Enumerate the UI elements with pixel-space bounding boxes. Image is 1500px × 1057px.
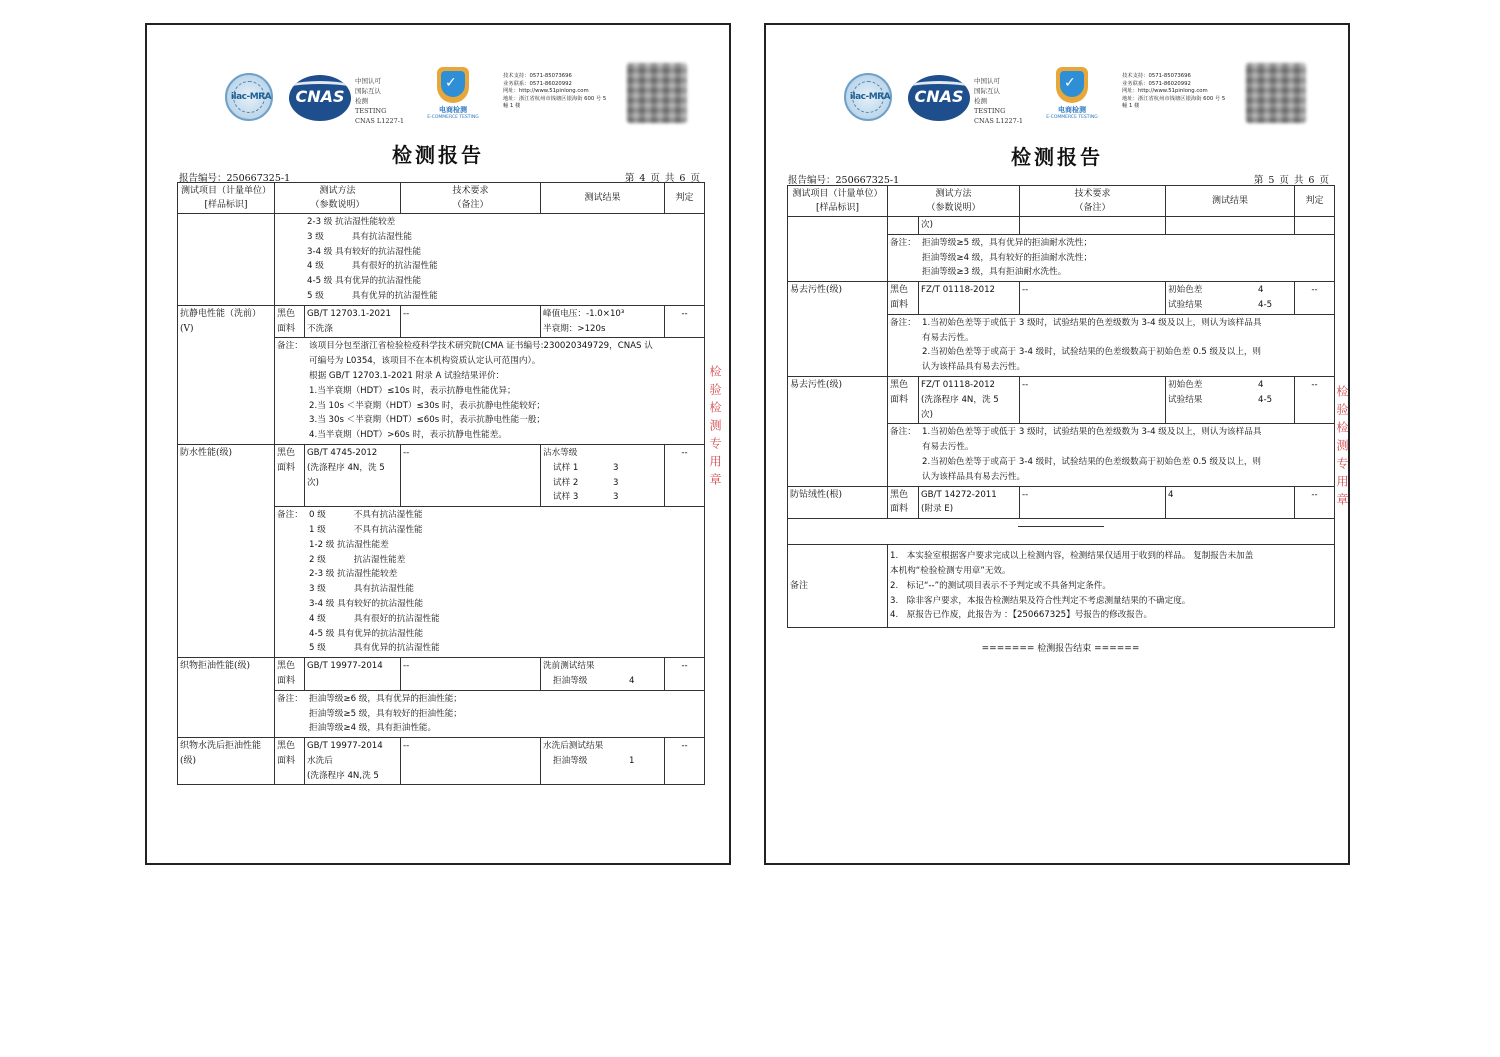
- table-row: 备注： 该项目分包至浙江省检验检疫科学技术研究院(CMA 证书编号:230020349729，CNAS 认 可编号为 L0354，该项目不在本机构资质认定认可范围内）。 根据 GB/T 12703.1-2021 附录 A 试验结果评价： 1.当半衰期（HDT）≤10s 时，表示抗静电性能优异； 2.当 10s ＜半衰期（HDT）≤30s 时，表示抗静电性能较好； 3.当 30s ＜半衰期（HDT）≤60s 时，表示抗静电性能一般； 4.当半衰期（HDT）>60s 时，表示抗静电性能差。: [178, 338, 705, 445]
- page-number: 第 4 页 共 6 页: [624, 173, 701, 184]
- table-row: [788, 519, 1335, 545]
- table-row: 抗静电性能（洗前）(V) 黑色面料 GB/T 12703.1-2021 不洗涤 -- 峰值电压：-1.0×10³ 半衰期：>120s --: [178, 305, 705, 338]
- test-item-stain-release: 易去污性(级): [788, 282, 888, 377]
- col-header-item: 测试项目（计量单位） [样品标识]: [788, 186, 888, 217]
- cnas-logo-icon: CNAS: [289, 75, 351, 121]
- table-row: 次): [788, 217, 1335, 235]
- test-item-waterproof: 防水性能(级): [178, 444, 275, 657]
- table-header-row: [788, 186, 1335, 217]
- remarks-label: 备注: [788, 545, 888, 628]
- report-header: [766, 25, 1348, 145]
- table-header-row: [178, 183, 705, 214]
- cnas-accreditation-text: 中国认可 国际互认 检测 TESTING CNAS L1227-1: [974, 77, 1024, 125]
- col-header-result: 测试结果: [1166, 186, 1295, 217]
- col-header-method: 测试方法 （参数说明）: [275, 183, 401, 214]
- col-header-method: 测试方法 （参数说明）: [888, 186, 1020, 217]
- col-header-verdict: 判定: [665, 183, 705, 214]
- col-header-item: 测试项目（计量单位） [样品标识]: [178, 183, 275, 214]
- table-row: 备注： 1.当初始色差等于或低于 3 级时，试验结果的色差级数为 3-4 级及以上，则认为该样品具 有易去污性。 2.当初始色差等于或高于 3-4 级时，试验结果的色差级数高于初始色差 0.5 级及以上，则 认为该样品具有易去污性。: [788, 424, 1335, 486]
- ecommerce-testing-logo-icon: ✓ 电商检测 E-COMMERCE TESTING: [423, 65, 483, 125]
- table-row: 易去污性(级) 黑色面料 FZ/T 01118-2012 (洗涤程序 4N，洗 5 次) -- 初始色差 4 试验结果 4-5 --: [788, 376, 1335, 423]
- col-header-requirement: 技术要求 （备注）: [1020, 186, 1166, 217]
- report-page-5: [764, 23, 1350, 865]
- table-row: 备注： 拒油等级≥5 级，具有优异的拒油耐水洗性； 拒油等级≥4 级，具有较好的拒油耐水洗性； 拒油等级≥3 级，具有拒油耐水洗性。: [788, 234, 1335, 281]
- qr-code-icon: [1246, 63, 1306, 123]
- report-number: 报告编号：250667325-1: [788, 175, 900, 186]
- page-number: 第 5 页 共 6 页: [1253, 175, 1330, 186]
- report-number: 报告编号：250667325-1: [179, 173, 291, 184]
- official-seal-stamp: 检验检测专用章: [1335, 385, 1349, 511]
- test-item-antistatic: 抗静电性能（洗前）(V): [178, 305, 275, 444]
- table-row: 易去污性(级) 黑色面料 FZ/T 01118-2012 -- 初始色差 4 试验结果 4-5 --: [788, 282, 1335, 315]
- separator-line: [1018, 526, 1104, 527]
- contact-info: 技术支持：0571-85073696 业务联系：0571-86020992 网址：http://www.51pinlong.com 地址：浙江省杭州市钱塘区银海街 600 号 5 幢 1 楼: [503, 73, 607, 110]
- official-seal-stamp: 检验检测专用章: [708, 365, 722, 491]
- table-row: 备注 1. 本实验室根据客户要求完成以上检测内容，检测结果仅适用于收到的样品。 复制报告未加盖 本机构“检验检测专用章”无效。 2. 标记“--”的测试项目表示不予判定或不具备判定条件。 3. 除非客户要求，本报告检测结果及符合性判定不考虑测量结果的不确定度。 4. 原报告已作废，此报告为 ：【250667325】号报告的修改报告。: [788, 545, 1335, 628]
- table-row: 织物拒油性能(级) 黑色面料 GB/T 19977-2014 -- 洗前测试结果 拒油等级 4 --: [178, 658, 705, 691]
- ilac-mra-logo-icon: ilac-MRA: [844, 73, 892, 121]
- test-item-down-proof: 防钻绒性(根): [788, 486, 888, 519]
- report-title: 检测报告: [392, 143, 484, 167]
- report-title: 检测报告: [1011, 145, 1103, 169]
- report-page-4: [145, 23, 731, 865]
- test-item-stain-release-wash: 易去污性(级): [788, 376, 888, 486]
- report-table: [787, 185, 1335, 628]
- report-end-marker: ======= 检测报告结束 ======: [981, 644, 1140, 654]
- col-header-result: 测试结果: [541, 183, 665, 214]
- ecommerce-testing-logo-icon: ✓ 电商检测 E-COMMERCE TESTING: [1042, 65, 1102, 125]
- table-row: 备注： 1.当初始色差等于或低于 3 级时，试验结果的色差级数为 3-4 级及以上，则认为该样品具 有易去污性。 2.当初始色差等于或高于 3-4 级时，试验结果的色差级数高于初始色差 0.5 级及以上，则 认为该样品具有易去污性。: [788, 314, 1335, 376]
- report-header: [147, 25, 729, 145]
- report-table: [177, 182, 705, 785]
- cnas-logo-icon: CNAS: [908, 75, 970, 121]
- table-row: 备注： 0 级 不具有抗沾湿性能 1 级 不具有抗沾湿性能 1-2 级 抗沾湿性能差 2 级 抗沾湿性能差 2-3 级 抗沾湿性能较差 3 级 具有抗沾湿性能 3-4 级 具有较好的抗沾湿性能 4 级 具有很好的抗沾湿性能 4-5 级 具有优异的抗沾湿性能 5 级 具有优异的抗沾湿性能: [178, 507, 705, 658]
- contact-info: 技术支持：0571-85073696 业务联系：0571-86020992 网址：http://www.51pinlong.com 地址：浙江省杭州市钱塘区银海街 600 号 5 幢 1 楼: [1122, 73, 1226, 110]
- ilac-mra-logo-icon: ilac-MRA: [225, 73, 273, 121]
- cnas-accreditation-text: 中国认可 国际互认 检测 TESTING CNAS L1227-1: [355, 77, 405, 125]
- col-header-verdict: 判定: [1295, 186, 1335, 217]
- test-item-oil: 织物拒油性能(级): [178, 658, 275, 738]
- table-row: 防水性能(级) 黑色面料 GB/T 4745-2012 (洗涤程序 4N，洗 5 次) -- 沾水等级 试样 1 3 试样 2 3 试样 3 3 --: [178, 444, 705, 506]
- col-header-requirement: 技术要求 （备注）: [401, 183, 541, 214]
- table-row: 织物水洗后拒油性能(级) 黑色面料 GB/T 19977-2014 水洗后 (洗涤程序 4N,洗 5 -- 水洗后测试结果 拒油等级 1 --: [178, 738, 705, 785]
- test-item-oil-wash: 织物水洗后拒油性能(级): [178, 738, 275, 785]
- table-row: 2-3 级 抗沾湿性能较差 3 级 具有抗沾湿性能 3-4 级 具有较好的抗沾湿性能 4 级 具有很好的抗沾湿性能 4-5 级 具有优异的抗沾湿性能 5 级 具有优异的抗沾湿性能: [178, 214, 705, 306]
- table-row: 防钻绒性(根) 黑色面料 GB/T 14272-2011 (附录 E) -- 4 --: [788, 486, 1335, 519]
- table-row: 备注： 拒油等级≥6 级，具有优异的拒油性能； 拒油等级≥5 级，具有较好的拒油性能； 拒油等级≥4 级，具有拒油性能。: [178, 690, 705, 737]
- qr-code-icon: [627, 63, 687, 123]
